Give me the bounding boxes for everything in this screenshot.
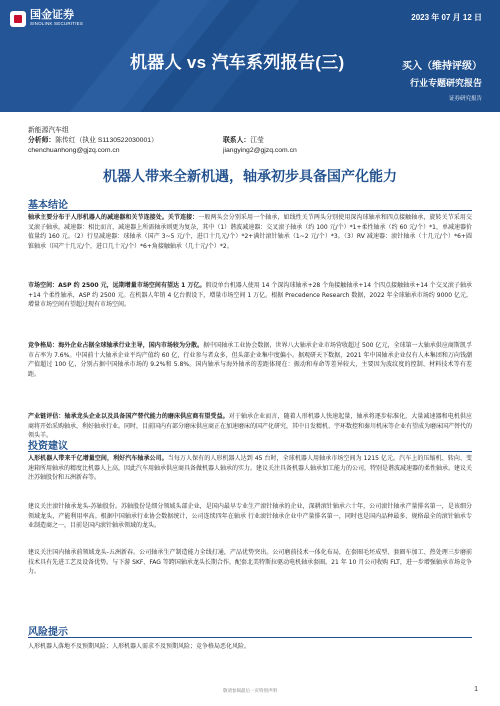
analyst-email[interactable]: chenchuanhong@gjzq.com.cn [28, 147, 120, 154]
logo-name-cn: 国金证券 [30, 9, 74, 21]
contact-label: 联系人： [223, 137, 251, 144]
company-logo [10, 10, 83, 27]
basic-p4-lead: 产业链评估：轴承龙头企业以及具备国产替代能力的磨床供应商有望受益。 [28, 413, 229, 420]
section-heading-risk: 风险提示 [28, 627, 68, 638]
basic-p1-lead: 轴承主要分布于人形机器人的减速器和关节连接处。关节连接： [28, 214, 199, 221]
logo-name-en: SINOLINK SECURITIES [30, 21, 84, 26]
contact-name: 江莹 [250, 137, 264, 144]
contact-email[interactable]: jiangying2@gjzq.com.cn [223, 147, 297, 154]
analyst-name: 陈传红（执业 S1130522030001） [55, 137, 158, 144]
invest-paragraph-3: 建议关注国内轴承前领域龙头-五洲新春。公司轴承生产制造能力全线打通，产品优势突出。公司磨前技术一体化布局，在套圈毛坯成型、套圈车加工、热处理三步磨前技术具有先进工艺及设备优势。与下游 SKF、FAG 等跨国轴承龙头长期合作，配套北美特斯拉驱动电机轴承套圈。21 年 10 月公司收购 FLT，进一步增强轴承市场竞争力。 [28, 549, 472, 575]
footer-disclaimer: 敬请参阅最后一页特别声明 [223, 688, 277, 693]
section-heading-basic: 基本结论 [28, 200, 68, 211]
basic-p2-lead: 市场空间：ASP 约 2500 元，远期增量市场空间有望达 1 万亿。 [28, 282, 206, 289]
basic-paragraph-1 [28, 213, 472, 251]
section-divider [28, 451, 472, 452]
invest-paragraph-2: 建议关注滚针轴承龙头-苏轴股份。苏轴股份是细分领域头部企业，是国内最早专业生产滚针轴承的企业，深耕滚针轴承六十年，公司滚针轴承产量排名第一，是该细分领域龙头，产能利用率高。根据中国轴承行业协会数据统计，公司连续四年在轴承 行业滚针轴承企业中产量排名第一，同时也是国内品种最多、规格最全的滚针轴承专业制造商之一，目前是国内滚针轴承领域的龙头。 [28, 503, 472, 529]
report-date: 2023 年 07 月 12 日 [411, 13, 482, 22]
section-divider [28, 637, 472, 638]
basic-p2-body: 假设单台机器人使用 14 个深沟球轴承+28 个角接触轴承+14 个四点接触轴承+14 个交叉滚子轴承+14 个柔性轴承，ASP 约 2500 元。在机器人年销 4 亿台假设下，增量市场空间 1 万亿。根据 Precedence Research 数据，2022 年全球轴承市场约 9000 亿元，增量市场空间有望超过现有市场空间。 [28, 282, 472, 308]
invest-p1-lead: 人形机器人带来千亿增量空间，利好汽车轴承公司。 [28, 455, 168, 462]
analyst-group: 新能源汽车组 [28, 127, 69, 134]
basic-p3-body: 据中国轴承工业协会数据，世界八大轴承企业市场营收超过 500 亿元，全球第一大轴承供应商斯凯孚市占率为 7.6%。中国前十大轴承企业平均产值约 60 亿，行业参与者众多，但头部企业集中度偏小。据观研天下数据，2021 年中国轴承企业仅有人本集团和万向钱潮产值超过 100 亿，分别占据中国轴承市场的 9.2%和 5.8%。国内轴承与海外轴承的差距体现在：振动和寿命等差异较大，主要因为波纹度的控制、材料技术等有差距。 [28, 342, 472, 378]
section-divider [28, 210, 472, 211]
risk-paragraph: 人形机器人落地不及预期风险；人形机器人需求不及预期风险；竞争格局恶化风险。 [28, 643, 251, 650]
basic-paragraph-3 [28, 341, 472, 379]
page-number: 1 [474, 686, 478, 693]
report-subtype: 证券研究报告 [448, 96, 482, 102]
report-header [0, 0, 500, 112]
invest-paragraph-1 [28, 454, 472, 483]
basic-paragraph-4 [28, 412, 472, 441]
basic-p4-body: 对于轴承企业而言，随着人形机器人快速起量，轴承将逐步标准化，大量减速器和电机供应商将开始采购轴承，利好轴承行业。同时，目前国内有部分磨床供应商正在加速磨床的国产化研究，其中日发精机、宇环数控和秦川机床等企业有望成为磨床国产替代的领头羊。 [28, 413, 473, 439]
report-series-title: 机器人 vs 汽车系列报告(三) [130, 53, 345, 72]
rating-badge: 买入（维持评级） [402, 61, 482, 72]
basic-paragraph-2 [28, 281, 472, 310]
analyst-label: 分析师： [28, 137, 56, 144]
analyst-block [28, 126, 468, 156]
report-type: 行业专题研究报告 [409, 78, 482, 88]
logo-icon [10, 11, 26, 27]
main-title: 机器人带来全新机遇，轴承初步具备国产化能力 [103, 168, 397, 184]
invest-p1-body: 当每万人保有的人形机器人达到 45 台时，全球机器人用轴承市场空间为 1215 亿元。汽车上的压缩机、转向、变速箱所用轴承的精度比机器人上高，因此汽车用轴承供应商具备做机器人轴承的实力。建议关注具备机器人轴承加工能力的公司，特别是谐波减速器的柔性轴承。建议关注苏轴股份和五洲新春等。 [28, 455, 473, 481]
section-heading-invest: 投资建议 [28, 441, 68, 452]
basic-p1-body: 一般两头会分别采用一个轴承，如线性关节两头分别使用深沟球轴承和四点接触轴承，旋转关节采用交叉滚子轴承。减速器：相比而言，减速器上所需轴承则更为复杂，其中（1）谐波减速器：交叉滚子轴承（约 100 元/个）*1+柔性轴承（约 60 元/个）*1，单减速器价值量约 160 元。（2）行星减速器：球轴承（国产 3~5 元/个，进口十几元/个）*2+满针滚针轴承（1~2 元/个）*3。（3）RV 减速器：滚针轴承（十几元/个）*6+圆锥轴承（国产十几元/个，进口几十元/个）*6+角接触轴承（几十元/个）*2。 [28, 214, 472, 250]
basic-p3-lead: 竞争格局：海外企业占据全球轴承行业主导，国内市场较为分散。 [28, 342, 204, 349]
